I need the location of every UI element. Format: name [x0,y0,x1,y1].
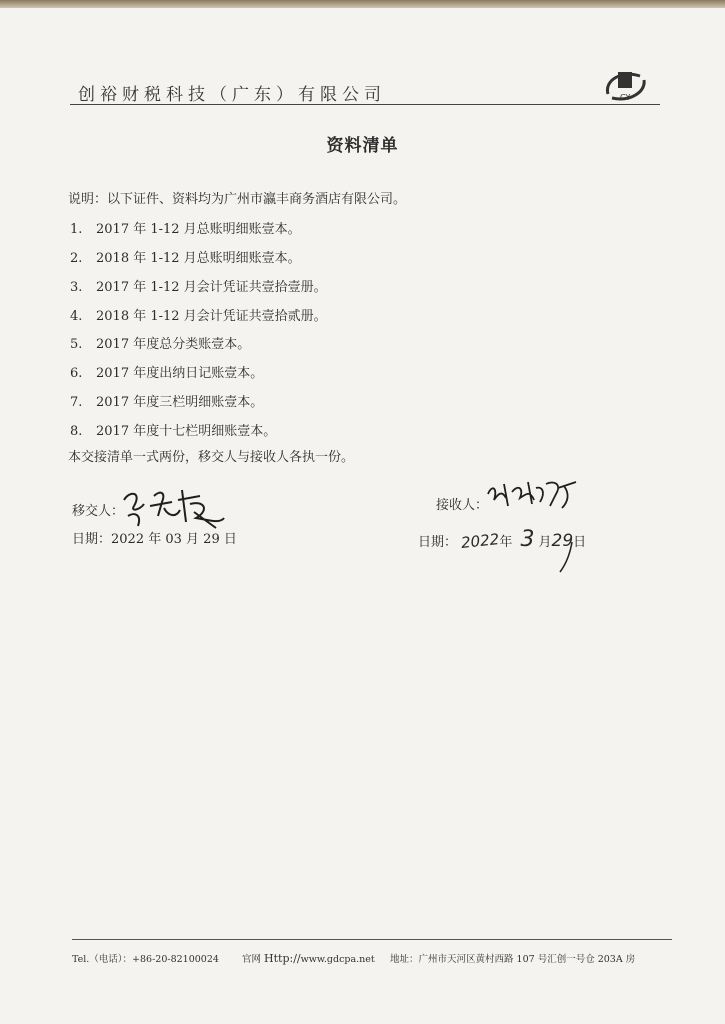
list-item [70,276,327,295]
header-rule [70,104,660,105]
item-text: 2018 年 1-12 月总账明细账壹本。 [96,251,301,266]
item-number: 2. [70,251,83,266]
closing-statement: 本交接清单一式两份，移交人与接收人各执一份。 [68,450,355,465]
item-text: 2017 年 1-12 月会计凭证共壹拾壹册。 [96,280,327,295]
company-logo [600,68,650,104]
date-pen-tail [556,540,576,574]
footer-address-label: 地址： [390,954,419,965]
footer-site: www.gdcpa.net [300,954,375,965]
logo-letters: CY [620,93,631,102]
transferor-label: 移交人： [72,504,125,519]
footer-site-prefix: Http:// [264,952,301,965]
footer-rule [72,939,672,940]
document-title: 资料清单 [326,136,399,156]
list-item [70,218,301,237]
item-number: 5. [70,337,83,352]
item-number: 3. [70,280,83,295]
item-text: 2017 年度三栏明细账壹本。 [96,395,264,410]
list-item [70,362,263,381]
item-text: 2018 年 1-12 月会计凭证共壹拾贰册。 [96,309,327,324]
item-number: 1. [70,222,83,237]
transferor-date-value: 2022 年 03 月 29 日 [111,532,237,547]
item-text: 2017 年度十七栏明细账壹本。 [96,424,277,439]
list-item [70,420,276,439]
receiver-month-char: 月 [538,535,552,550]
receiver-year-char: 年 [499,535,513,550]
footer-address-value: 广州市天河区黄村西路 107 号汇创一号仓 203A 房 [418,954,636,965]
item-text: 2017 年 1-12 月总账明细账壹本。 [96,222,301,237]
list-item [70,247,301,266]
receiver-day-char: 日 [573,535,587,550]
item-number: 6. [70,366,83,381]
footer-phone [72,951,219,965]
footer-website [242,951,375,965]
receiver-label: 接收人： [436,498,489,513]
item-text: 2017 年度出纳日记账壹本。 [96,366,264,381]
transferor-signature [120,482,230,532]
footer-tel-label: Tel.（电话）： [72,954,133,965]
item-text: 2017 年度总分类账壹本。 [96,337,251,352]
footer-address [390,951,635,965]
transferor-date [72,528,237,547]
receiver-date-day: 29 [551,531,574,551]
receiver-date-year: 2022 [460,530,501,552]
receiver-signature [484,474,584,514]
transferor-date-label: 日期： [72,532,112,547]
item-number: 4. [70,309,83,324]
receiver-date-label: 日期： [418,535,458,550]
list-item [70,391,263,410]
list-item [70,305,327,324]
company-name: 创裕财税科技（广东）有限公司 [78,85,386,105]
page-top-edge [0,0,725,8]
footer-tel: +86-20-82100024 [132,954,219,965]
item-number: 7. [70,395,83,410]
receiver-date-month: 3 [520,527,535,552]
intro-text: 说明：以下证件、资料均为广州市瀛丰商务酒店有限公司。 [68,192,407,207]
letterhead [78,74,658,106]
footer-site-label: 官网 [242,954,262,965]
list-item [70,333,250,352]
item-number: 8. [70,424,83,439]
